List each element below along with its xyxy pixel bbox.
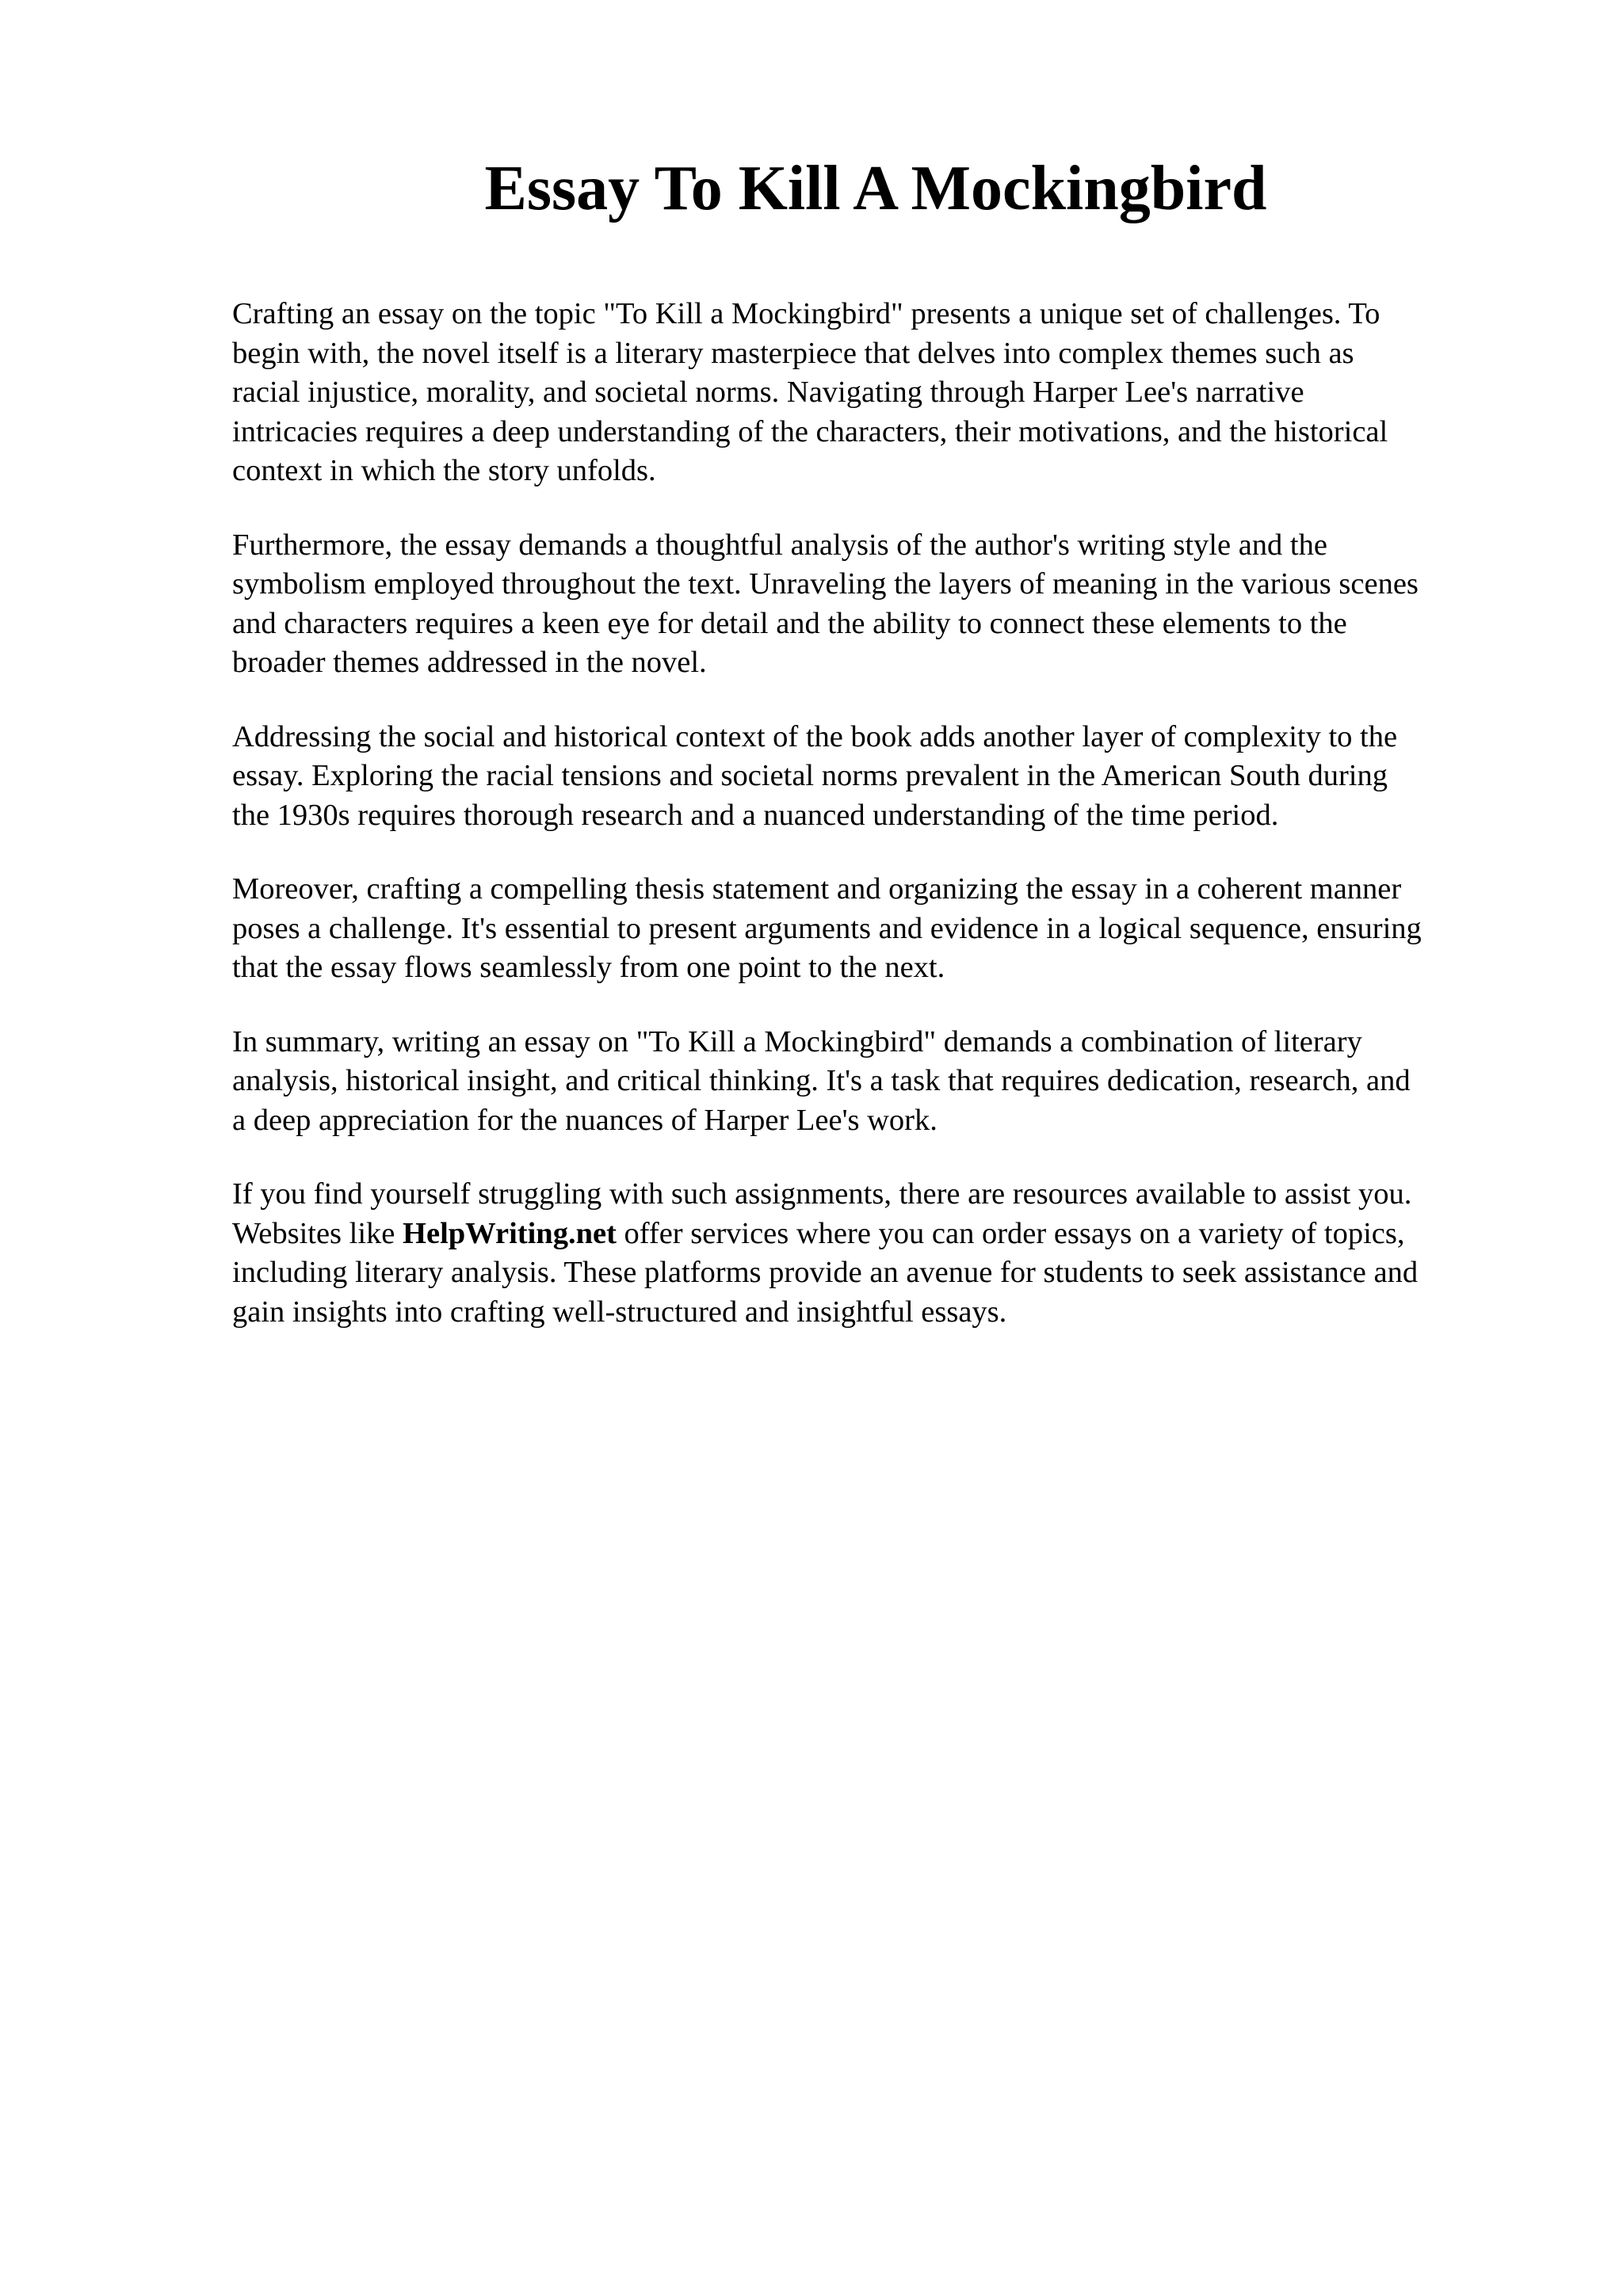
paragraph-6 <box>232 1175 1532 1332</box>
paragraph-1 <box>232 295 1532 491</box>
paragraph-line: poses a challenge. It's essential to present arguments and evidence in a logical sequence, ensuring <box>232 911 1422 945</box>
paragraph-line: begin with, the novel itself is a literary masterpiece that delves into complex themes such as <box>232 336 1354 370</box>
paragraph-line: In summary, writing an essay on "To Kill a Mockingbird" demands a combination of literary <box>232 1024 1362 1058</box>
paragraph-line: racial injustice, morality, and societal norms. Navigating through Harper Lee's narrative <box>232 376 1304 409</box>
paragraph-line: a deep appreciation for the nuances of Harper Lee's work. <box>232 1103 938 1137</box>
paragraph-5 <box>232 1023 1532 1141</box>
paragraph-line: intricacies requires a deep understanding of the characters, their motivations, and the historical <box>232 414 1388 448</box>
helpwriting-link[interactable]: HelpWriting.net <box>403 1216 617 1250</box>
paragraph-line: including literary analysis. These platforms provide an avenue for students to seek assistance and <box>232 1256 1419 1289</box>
paragraph-line: symbolism employed throughout the text. Unraveling the layers of meaning in the various scenes <box>232 567 1419 601</box>
paragraph-line: that the essay flows seamlessly from one point to the next. <box>232 951 945 984</box>
paragraph-line: Addressing the social and historical context of the book adds another layer of complexity to the <box>232 719 1398 753</box>
paragraph-line: analysis, historical insight, and critical thinking. It's a task that requires dedication, research, and <box>232 1064 1411 1097</box>
paragraph-line: gain insights into crafting well-structured and insightful essays. <box>232 1295 1007 1329</box>
paragraph-line: Crafting an essay on the topic "To Kill a Mockingbird" presents a unique set of challenges. To <box>232 297 1381 330</box>
paragraph-line: the 1930s requires thorough research and a nuanced understanding of the time period. <box>232 798 1279 832</box>
paragraph-2 <box>232 526 1532 683</box>
page-title: Essay To Kill A Mockingbird <box>484 154 1267 223</box>
essay-body <box>232 295 1532 1367</box>
paragraph-4 <box>232 870 1532 988</box>
paragraph-3 <box>232 718 1532 836</box>
paragraph-line: context in which the story unfolds. <box>232 454 656 487</box>
paragraph-line: If you find yourself struggling with such assignments, there are resources available to assist you. <box>232 1177 1412 1211</box>
line-text: offer services where you can order essays on a variety of topics, <box>616 1216 1405 1250</box>
paragraph-line: broader themes addressed in the novel. <box>232 646 707 679</box>
paragraph-line: Furthermore, the essay demands a thoughtful analysis of the author's writing style and the <box>232 528 1327 562</box>
paragraph-line <box>232 1215 1532 1254</box>
paragraph-line: essay. Exploring the racial tensions and societal norms prevalent in the American South during <box>232 759 1388 792</box>
line-text: Websites like <box>232 1216 403 1250</box>
paragraph-line: Moreover, crafting a compelling thesis statement and organizing the essay in a coherent manner <box>232 872 1402 906</box>
paragraph-line: and characters requires a keen eye for detail and the ability to connect these elements to the <box>232 606 1347 640</box>
